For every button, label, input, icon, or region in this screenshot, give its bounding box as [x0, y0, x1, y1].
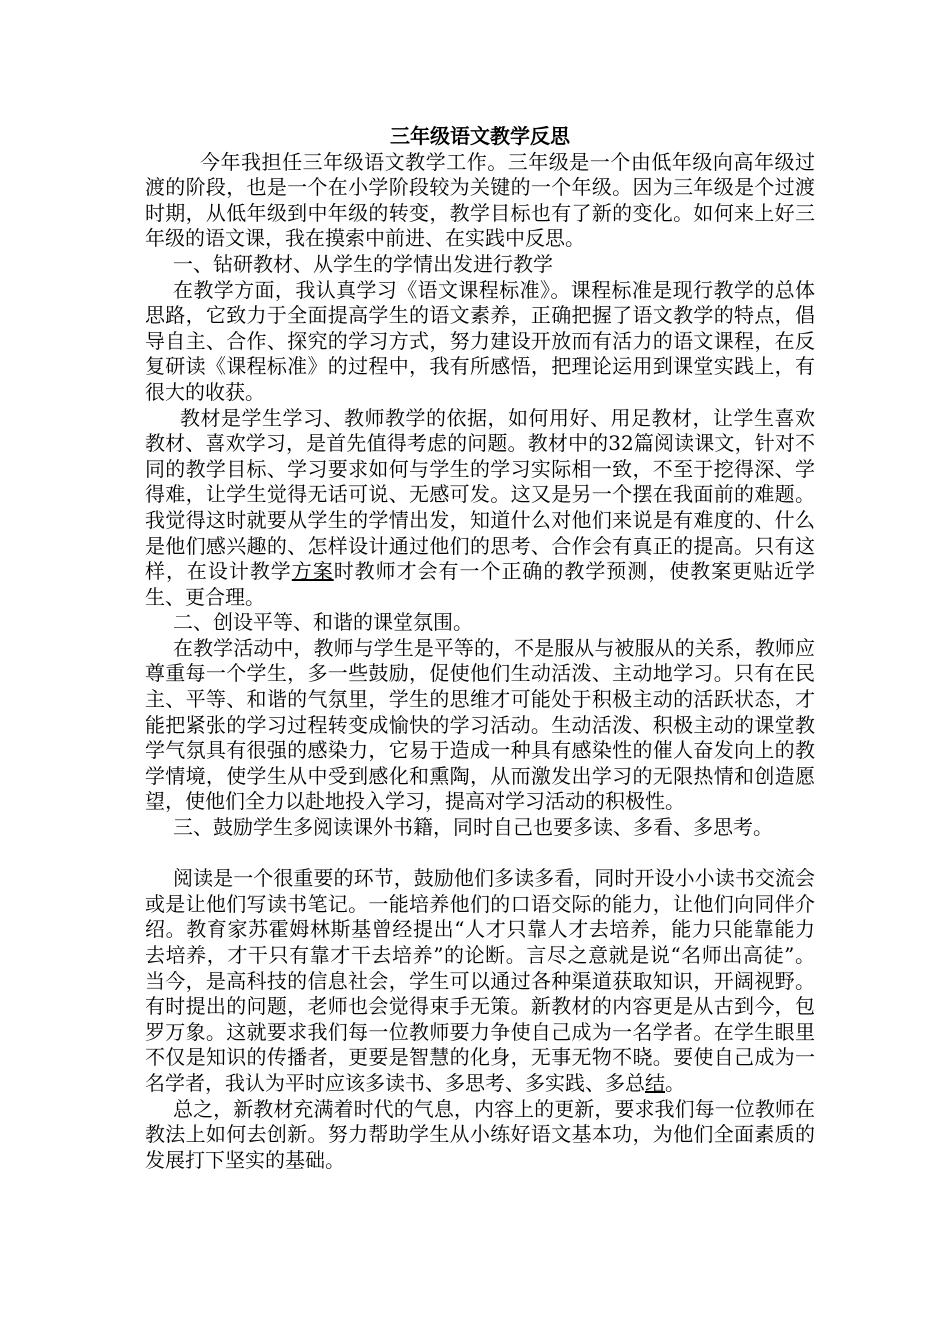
- document-title: 三年级语文教学反思: [390, 124, 570, 148]
- document-page: [145, 124, 815, 1173]
- paragraph-textbook-text-a: 教材是学生学习、教师教学的依据，如何用好、用足教材，让学生喜欢教材、喜欢学习，是首先值得考虑的问题。教材中的32篇阅读课文，针对不同的教学目标、学习要求如何与学生的学习实际相一致，不至于挖得深、学得难，让学生觉得无话可说、无感可发。这又是另一个摆在我面前的难题。我觉得这时就要从学生的学情出发，知道什么对他们来说是有难度的、什么是他们感兴趣的、怎样设计通过他们的思考、合作会有真正的提高。只有这样，在设计教学: [145, 405, 815, 584]
- paragraph-atmosphere: 在教学活动中，教师与学生是平等的，不是服从与被服从的关系，教师应尊重每一个学生，多一些鼓励，促使他们生动活泼、主动地学习。只有在民主、平等、和谐的气氛里，学生的思维才可能处于积极主动的活跃状态，才能把紧张的学习过程转变成愉快的学习活动。生动活泼、积极主动的课堂教学气氛具有很强的感染力，它易于造成一种具有感染性的催人奋发向上的教学情境，使学生从中受到感化和熏陶，从而激发出学习的无限热情和创造愿望，使他们全力以赴地投入学习，提高对学习活动的积极性。: [145, 635, 815, 814]
- section-heading-2: 二、创设平等、和谐的课堂氛围。: [173, 610, 473, 635]
- paragraph-curriculum: 在教学方面，我认真学习《语文课程标准》。课程标准是现行教学的总体思路，它致力于全面提高学生的语文素养，正确把握了语文教学的特点，倡导自主、合作、探究的学习方式，努力建设开放而有活力的语文课程，在反复研读《课程标准》的过程中，我有所感悟，把理论运用到课堂实践上，有很大的收获。: [145, 277, 815, 404]
- section-heading-3: 三、鼓励学生多阅读课外书籍，同时自己也要多读、多看、多思考。: [173, 815, 773, 840]
- paragraph-textbook-text-b: 时教师才会有一个正确的教学预测，使教案更贴近学生、更合理。: [145, 559, 816, 609]
- paragraph-intro: 今年我担任三年级语文教学工作。三年级是一个由低年级向高年级过渡的阶段，也是一个在小学阶段较为关键的一个年级。因为三年级是个过渡时期，从低年级到中年级的转变，教学目标也有了新的变化。如何来上好三年级的语文课，我在摸索中前进、在实践中反思。: [145, 149, 815, 251]
- paragraph-textbook: [145, 406, 815, 611]
- link-jie[interactable]: 结: [645, 1070, 665, 1095]
- paragraph-reading-text-b: 。: [665, 1070, 685, 1095]
- paragraph-reading: [145, 866, 815, 1096]
- blank-line: [145, 841, 815, 867]
- paragraph-conclusion: 总之，新教材充满着时代的气息，内容上的更新，要求我们每一位教师在教法上如何去创新。努力帮助学生从小练好语文基本功，为他们全面素质的发展打下坚实的基础。: [145, 1096, 815, 1172]
- section-heading-1: 一、钻研教材、从学生的学情出发进行教学: [173, 251, 553, 276]
- paragraph-reading-text-a: 阅读是一个很重要的环节，鼓励他们多读多看，同时开设小小读书交流会或是让他们写读书笔记。一能培养他们的口语交际的能力，让他们向同伴介绍。教育家苏霍姆林斯基曾经提出“人才只靠人才去培养，能力只能靠能力去培养，才干只有靠才干去培养”的论断。言尽之意就是说“名师出高徒”。当今，是高科技的信息社会，学生可以通过各种渠道获取知识，开阔视野。有时提出的问题，老师也会觉得束手无策。新教材的内容更是从古到今，包罗万象。这就要求我们每一位教师要力争使自己成为一名学者。在学生眼里不仅是知识的传播者，更要是智慧的化身，无事无物不晓。要使自己成为一名学者，我认为平时应该多读书、多思考、多实践、多总: [145, 866, 815, 1095]
- link-fangan[interactable]: 方案: [291, 559, 334, 584]
